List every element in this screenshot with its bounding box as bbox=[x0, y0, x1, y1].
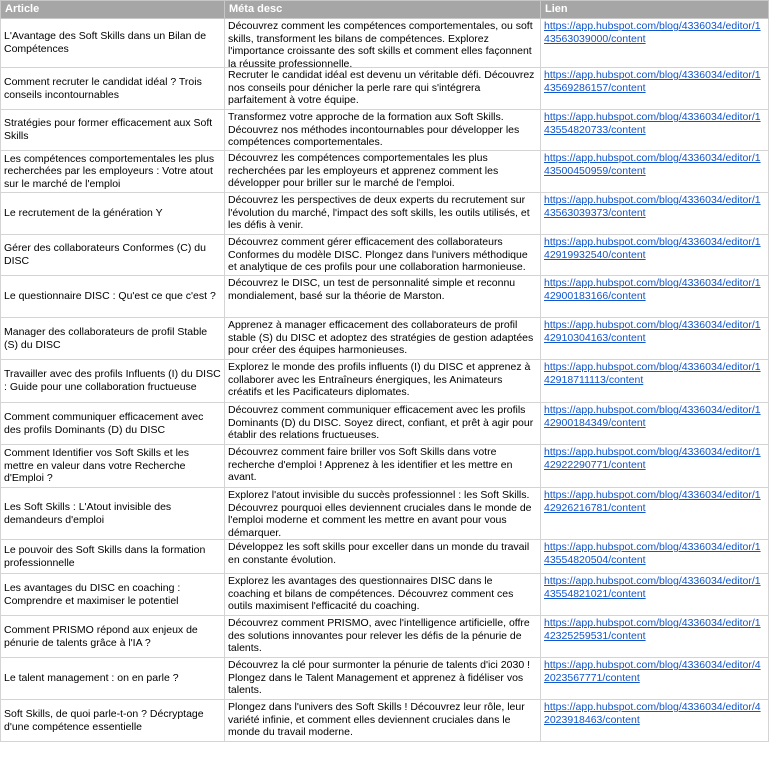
table-row[interactable] bbox=[1, 574, 769, 616]
meta-desc-cell[interactable] bbox=[225, 488, 541, 540]
link-cell[interactable] bbox=[541, 276, 769, 318]
meta-desc-text: Explorez le monde des profils influents (I) du DISC et apprenez à collaborer avec les Entraîneurs énergiques, les Animateurs créatifs et les Pacificateurs diplomates. bbox=[228, 361, 531, 399]
meta-desc-cell[interactable] bbox=[225, 360, 541, 403]
link-cell[interactable] bbox=[541, 151, 769, 193]
link-url[interactable]: https://app.hubspot.com/blog/4336034/editor/142919932540/content bbox=[544, 236, 761, 261]
article-cell[interactable]: Comment recruter le candidat idéal ? Trois conseils incontournables bbox=[1, 68, 225, 110]
link-url[interactable]: https://app.hubspot.com/blog/4336034/editor/143500450959/content bbox=[544, 152, 761, 177]
article-cell[interactable]: Les compétences comportementales les plus recherchées par les employeurs : Votre atout sur le marché de l'emploi bbox=[1, 151, 225, 193]
table-row[interactable] bbox=[1, 276, 769, 318]
link-cell[interactable] bbox=[541, 19, 769, 68]
article-cell[interactable]: Le pouvoir des Soft Skills dans la formation professionnelle bbox=[1, 540, 225, 574]
meta-desc-cell[interactable] bbox=[225, 276, 541, 318]
meta-desc-cell[interactable] bbox=[225, 540, 541, 574]
meta-desc-text: Découvrez les compétences comportementales les plus recherchées par les employeurs et apprenez comment les développer pour briller sur le marché de l'emploi. bbox=[228, 152, 499, 190]
link-url[interactable]: https://app.hubspot.com/blog/4336034/editor/142900184349/content bbox=[544, 404, 761, 429]
meta-desc-text: Développez les soft skills pour exceller dans un monde du travail en constante évolution. bbox=[228, 541, 530, 566]
table-row[interactable] bbox=[1, 700, 769, 742]
table-row[interactable] bbox=[1, 658, 769, 700]
meta-desc-text: Découvrez comment communiquer efficacement avec les profils Dominants (D) du DISC. Soyez direct, confiant, et prêt à agir pour établir des relations fructueuses. bbox=[228, 404, 534, 442]
article-cell[interactable]: Le talent management : on en parle ? bbox=[1, 658, 225, 700]
link-cell[interactable] bbox=[541, 110, 769, 151]
meta-desc-text: Explorez l'atout invisible du succès professionnel : les Soft Skills. Découvrez pourquoi elles deviennent cruciales dans le monde de l'emploi moderne et comment les mettre en avant pour vous démarquer. bbox=[228, 489, 532, 539]
meta-desc-cell[interactable] bbox=[225, 700, 541, 742]
article-cell[interactable]: Les avantages du DISC en coaching : Comprendre et maximiser le potentiel bbox=[1, 574, 225, 616]
link-url[interactable]: https://app.hubspot.com/blog/4336034/editor/142922290771/content bbox=[544, 446, 761, 471]
link-cell[interactable] bbox=[541, 658, 769, 700]
meta-desc-text: Découvrez le DISC, un test de personnalité simple et reconnu mondialement, basé sur la théorie de Marston. bbox=[228, 277, 516, 302]
meta-desc-text: Découvrez la clé pour surmonter la pénurie de talents d'ici 2030 ! Plongez dans le Talent Management et apprenez à fidéliser vos talents. bbox=[228, 659, 531, 697]
article-cell[interactable]: Comment communiquer efficacement avec des profils Dominants (D) du DISC bbox=[1, 403, 225, 445]
link-url[interactable]: https://app.hubspot.com/blog/4336034/editor/142926216781/content bbox=[544, 489, 761, 514]
link-cell[interactable] bbox=[541, 700, 769, 742]
table-row[interactable] bbox=[1, 19, 769, 68]
meta-desc-cell[interactable] bbox=[225, 616, 541, 658]
link-cell[interactable] bbox=[541, 488, 769, 540]
meta-desc-text: Découvrez les perspectives de deux experts du recrutement sur l'évolution du marché, l'impact des soft skills, les outils utilisés, et les défis à venir. bbox=[228, 194, 530, 232]
link-url[interactable]: https://app.hubspot.com/blog/4336034/editor/142325259531/content bbox=[544, 617, 761, 642]
link-url[interactable]: https://app.hubspot.com/blog/4336034/editor/42023567771/content bbox=[544, 659, 761, 684]
link-url[interactable]: https://app.hubspot.com/blog/4336034/editor/143554820733/content bbox=[544, 111, 761, 136]
link-url[interactable]: https://app.hubspot.com/blog/4336034/editor/42023918463/content bbox=[544, 701, 761, 726]
meta-desc-text: Explorez les avantages des questionnaires DISC dans le coaching et bilans de compétences. Découvrez comment ces outils maximisent l'efficacité du coaching. bbox=[228, 575, 514, 613]
article-cell[interactable]: Le questionnaire DISC : Qu'est ce que c'est ? bbox=[1, 276, 225, 318]
table-row[interactable] bbox=[1, 488, 769, 540]
meta-desc-cell[interactable] bbox=[225, 68, 541, 110]
link-url[interactable]: https://app.hubspot.com/blog/4336034/editor/143563039000/content bbox=[544, 20, 761, 45]
link-url[interactable]: https://app.hubspot.com/blog/4336034/editor/143554821021/content bbox=[544, 575, 761, 600]
article-cell[interactable]: Les Soft Skills : L'Atout invisible des demandeurs d'emploi bbox=[1, 488, 225, 540]
meta-desc-text: Découvrez comment PRISMO, avec l'intelligence artificielle, offre des solutions innovantes pour relever les défis de la pénurie de talents. bbox=[228, 617, 530, 655]
meta-desc-cell[interactable] bbox=[225, 235, 541, 276]
link-cell[interactable] bbox=[541, 68, 769, 110]
meta-desc-cell[interactable] bbox=[225, 19, 541, 68]
meta-desc-cell[interactable] bbox=[225, 658, 541, 700]
table-row[interactable] bbox=[1, 445, 769, 488]
column-header-article[interactable]: Article bbox=[1, 1, 225, 19]
link-url[interactable]: https://app.hubspot.com/blog/4336034/editor/142900183166/content bbox=[544, 277, 761, 302]
article-cell[interactable]: Comment Identifier vos Soft Skills et les mettre en valeur dans votre Recherche d'Emploi ? bbox=[1, 445, 225, 488]
link-cell[interactable] bbox=[541, 616, 769, 658]
meta-desc-cell[interactable] bbox=[225, 574, 541, 616]
article-cell[interactable]: Soft Skills, de quoi parle-t-on ? Décryptage d'une compétence essentielle bbox=[1, 700, 225, 742]
table-row[interactable] bbox=[1, 68, 769, 110]
link-url[interactable]: https://app.hubspot.com/blog/4336034/editor/143563039373/content bbox=[544, 194, 761, 219]
table-row[interactable] bbox=[1, 360, 769, 403]
table-row[interactable] bbox=[1, 540, 769, 574]
link-cell[interactable] bbox=[541, 574, 769, 616]
link-url[interactable]: https://app.hubspot.com/blog/4336034/editor/142910304163/content bbox=[544, 319, 761, 344]
article-cell[interactable]: Travailler avec des profils Influents (I) du DISC : Guide pour une collaboration fructueuse bbox=[1, 360, 225, 403]
article-cell[interactable]: Stratégies pour former efficacement aux Soft Skills bbox=[1, 110, 225, 151]
meta-desc-text: Transformez votre approche de la formation aux Soft Skills. Découvrez nos méthodes incontournables pour développer les compétences comportementales. bbox=[228, 111, 520, 149]
column-header-meta[interactable]: Méta desc bbox=[225, 1, 541, 19]
meta-desc-cell[interactable] bbox=[225, 445, 541, 488]
link-cell[interactable] bbox=[541, 360, 769, 403]
meta-desc-cell[interactable] bbox=[225, 110, 541, 151]
article-cell[interactable]: L'Avantage des Soft Skills dans un Bilan de Compétences bbox=[1, 19, 225, 68]
link-cell[interactable] bbox=[541, 540, 769, 574]
meta-desc-cell[interactable] bbox=[225, 403, 541, 445]
meta-desc-text: Découvrez comment gérer efficacement des collaborateurs Conformes du modèle DISC. Plongez dans l'univers méthodique et analytique de ces profils pour une collaboration harmonieuse. bbox=[228, 236, 528, 274]
table-row[interactable] bbox=[1, 403, 769, 445]
table-row[interactable] bbox=[1, 110, 769, 151]
table-row[interactable] bbox=[1, 151, 769, 193]
meta-desc-cell[interactable] bbox=[225, 193, 541, 235]
meta-desc-text: Découvrez comment les compétences comportementales, ou soft skills, transforment les bilans de compétences. Explorez l'importance croissante des soft skills et comment elles façonnent la réussite professionnelle. bbox=[228, 20, 533, 70]
link-url[interactable]: https://app.hubspot.com/blog/4336034/editor/142918711113/content bbox=[544, 361, 761, 386]
link-url[interactable]: https://app.hubspot.com/blog/4336034/editor/143554820504/content bbox=[544, 541, 761, 566]
link-cell[interactable] bbox=[541, 318, 769, 360]
article-cell[interactable]: Manager des collaborateurs de profil Stable (S) du DISC bbox=[1, 318, 225, 360]
meta-desc-cell[interactable] bbox=[225, 318, 541, 360]
meta-desc-text: Apprenez à manager efficacement des collaborateurs de profil stable (S) du DISC et adoptez des stratégies de gestion adaptées pour créer des équipes harmonieuses. bbox=[228, 319, 534, 357]
link-cell[interactable] bbox=[541, 193, 769, 235]
link-cell[interactable] bbox=[541, 235, 769, 276]
meta-desc-text: Plongez dans l'univers des Soft Skills ! Découvrez leur rôle, leur variété infinie, et comment elles deviennent cruciales dans le monde du travail moderne. bbox=[228, 701, 525, 739]
table-row[interactable] bbox=[1, 235, 769, 276]
table-row[interactable] bbox=[1, 193, 769, 235]
table-row[interactable] bbox=[1, 318, 769, 360]
link-cell[interactable] bbox=[541, 403, 769, 445]
link-url[interactable]: https://app.hubspot.com/blog/4336034/editor/143569286157/content bbox=[544, 69, 761, 94]
article-cell[interactable]: Gérer des collaborateurs Conformes (C) du DISC bbox=[1, 235, 225, 276]
meta-desc-cell[interactable] bbox=[225, 151, 541, 193]
meta-desc-text: Recruter le candidat idéal est devenu un véritable défi. Découvrez nos conseils pour dénicher la perle rare qui s'intégrera parfaitement à votre équipe. bbox=[228, 69, 535, 107]
meta-desc-text: Découvrez comment faire briller vos Soft Skills dans votre recherche d'emploi ! Apprenez à les identifier et les mettre en avant. bbox=[228, 446, 513, 484]
column-header-link[interactable]: Lien bbox=[541, 1, 769, 19]
table-row[interactable] bbox=[1, 616, 769, 658]
link-cell[interactable] bbox=[541, 445, 769, 488]
article-cell[interactable]: Comment PRISMO répond aux enjeux de pénurie de talents grâce à l'IA ? bbox=[1, 616, 225, 658]
article-cell[interactable]: Le recrutement de la génération Y bbox=[1, 193, 225, 235]
header-row bbox=[1, 1, 769, 19]
